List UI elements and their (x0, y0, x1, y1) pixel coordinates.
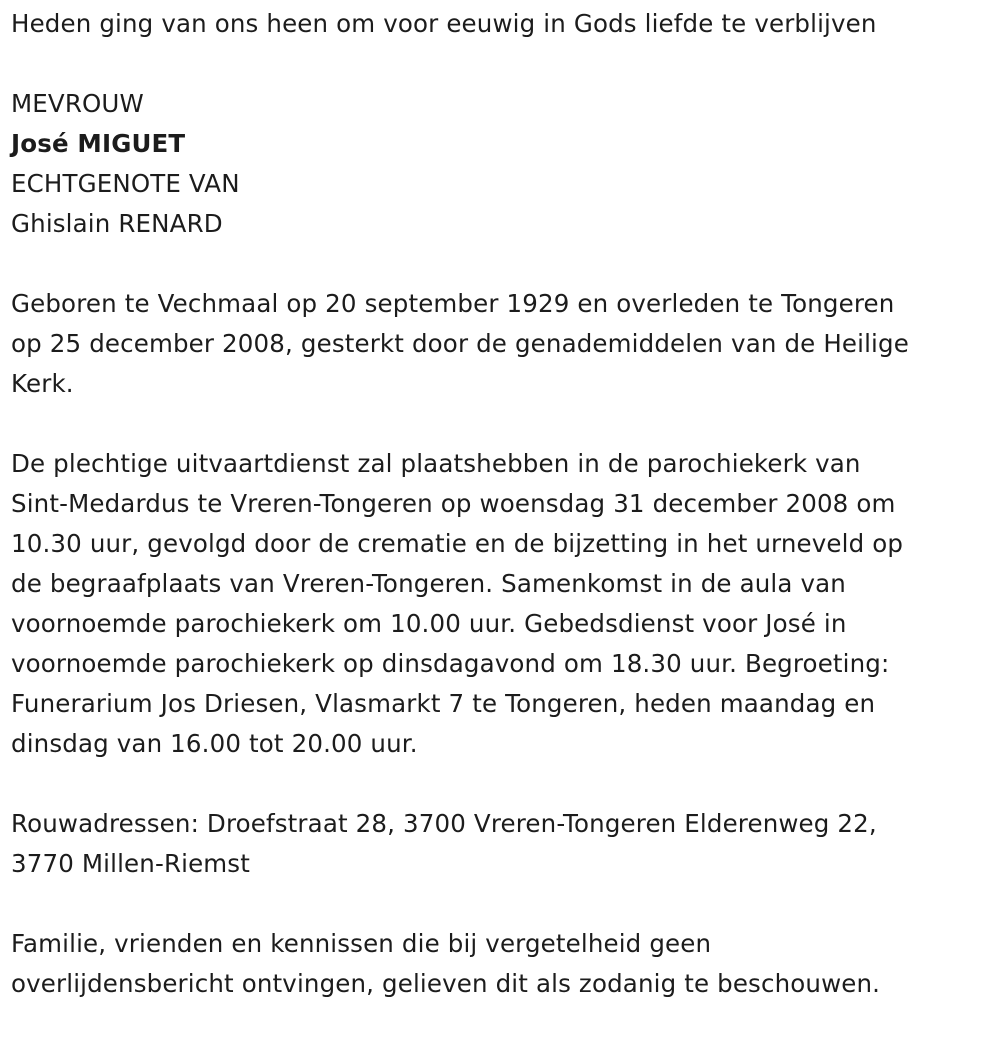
paragraph-line: Kerk. (11, 369, 74, 398)
paragraph-line: Rouwadressen: Droefstraat 28, 3700 Vreren-Tongeren Elderenweg 22, (11, 809, 877, 838)
title-line: MEVROUW (11, 89, 144, 118)
paragraph-line: 3770 Millen-Riemst (11, 849, 250, 878)
paragraph-line: De plechtige uitvaartdienst zal plaatshebben in de parochiekerk van (11, 449, 861, 478)
paragraph-line: de begraafplaats van Vreren-Tongeren. Samenkomst in de aula van (11, 569, 846, 598)
spacer (11, 764, 986, 804)
spacer (11, 884, 986, 924)
paragraph-line: 10.30 uur, gevolgd door de crematie en de bijzetting in het urneveld op (11, 529, 904, 558)
spacer (11, 404, 986, 444)
paragraph-line: voornoemde parochiekerk om 10.00 uur. Gebedsdienst voor José in (11, 609, 847, 638)
relation-line: ECHTGENOTE VAN (11, 169, 240, 198)
birth-death-paragraph (11, 284, 986, 404)
paragraph-line: op 25 december 2008, gesterkt door de genademiddelen van de Heilige (11, 329, 909, 358)
spacer (11, 44, 986, 84)
paragraph-line: overlijdensbericht ontvingen, gelieven dit als zodanig te beschouwen. (11, 969, 881, 998)
funeral-service-paragraph (11, 444, 986, 764)
spacer (11, 244, 986, 284)
paragraph-line: Funerarium Jos Driesen, Vlasmarkt 7 te Tongeren, heden maandag en (11, 689, 876, 718)
spouse-name: Ghislain RENARD (11, 209, 223, 238)
paragraph-line: Geboren te Vechmaal op 20 september 1929 en overleden te Tongeren (11, 289, 895, 318)
paragraph-line: dinsdag van 16.00 tot 20.00 uur. (11, 729, 418, 758)
deceased-name: José MIGUET (11, 129, 186, 158)
intro-text: Heden ging van ons heen om voor eeuwig in Gods liefde te verblijven (11, 9, 877, 38)
mourning-address-paragraph (11, 804, 986, 884)
paragraph-line: voornoemde parochiekerk op dinsdagavond om 18.30 uur. Begroeting: (11, 649, 890, 678)
obituary-document (11, 4, 986, 1004)
paragraph-line: Familie, vrienden en kennissen die bij vergetelheid geen (11, 929, 712, 958)
closing-paragraph (11, 924, 986, 1004)
paragraph-line: Sint-Medardus te Vreren-Tongeren op woensdag 31 december 2008 om (11, 489, 896, 518)
